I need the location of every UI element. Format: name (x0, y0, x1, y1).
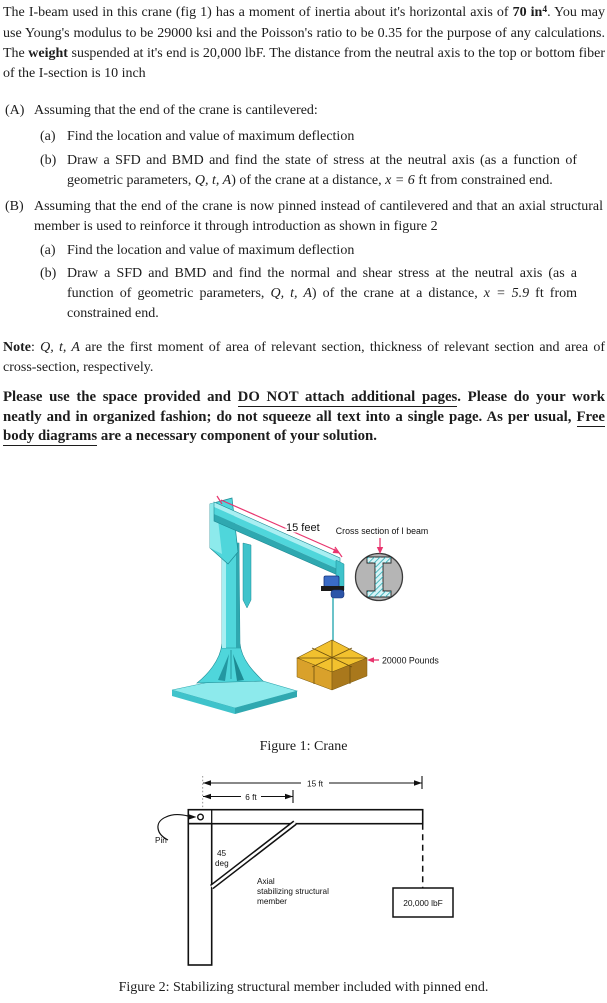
weight-word: weight (28, 46, 68, 61)
figure-1-caption: Figure 1: Crane (259, 739, 348, 754)
load-label: 20000 Pounds (382, 655, 439, 666)
cross-section-label: Cross section of I beam (335, 526, 429, 536)
math-x: x = 6 (385, 173, 415, 188)
vertical-column (188, 824, 211, 965)
section-b-item-a (40, 241, 577, 261)
math-qta: Q, t, A (194, 173, 232, 188)
intro-paragraph (3, 3, 605, 84)
inertia-value: 70 in (512, 5, 543, 20)
cross-section-callout (336, 526, 428, 554)
horizontal-beam (188, 810, 422, 824)
item-text-1: Draw a SFD and BMD and find the normal and shear stress at the neutral axis (as a function of geometric parameters, (67, 266, 577, 301)
figure-2-diagram (145, 772, 475, 972)
instructions-text-1: Please use the space provided and (3, 389, 238, 405)
pin-circle (198, 814, 204, 820)
section-b-heading-text: Assuming that the end of the crane is now pinned instead of cantilevered and that an axial structural member is used to reinforce it through introduction as shown in figure 2 (34, 199, 603, 234)
section-b-item-b (40, 264, 577, 324)
item-text: Find the location and value of maximum deflection (67, 129, 355, 144)
intro-text-2: . You may use Young's modulus to be 29000 ksi and the Poisson's ratio to be 0.35 for the purpose of any calculations. The (3, 5, 606, 61)
load-callout (367, 656, 439, 666)
math-qta: Q, t, A (270, 286, 312, 301)
instructions-text-3: are a necessary component of your solution. (97, 428, 377, 444)
math-x: x = 5.9 (483, 286, 530, 301)
member-label-line1: Axial (257, 877, 275, 886)
note-colon: : (31, 340, 41, 355)
intro-text-1: The I-beam used in this crane (fig 1) has a moment of inertia about it's horizontal axis of (3, 5, 513, 20)
math-qta: Q, t, A (40, 340, 80, 355)
item-label: (a) (40, 243, 56, 258)
inertia-exponent: 4 (542, 4, 548, 15)
item-text-2: ) of the crane at a distance, (311, 286, 484, 301)
free-body-diagrams-underlined: Free body diagrams (3, 408, 605, 444)
load-box (297, 640, 367, 690)
section-a-item-a (40, 127, 577, 147)
cross-section-circle (356, 554, 403, 601)
item-text-1: Draw a SFD and BMD and find the state of stress at the neutral axis (as a function of geometric parameters, (67, 153, 577, 188)
figure-1-crane-illustration (160, 488, 440, 720)
dim-15ft-label: 15 ft (307, 779, 323, 789)
boom-dim-label: 15 feet (286, 522, 320, 534)
item-label: (a) (40, 129, 56, 144)
dim-6ft-label: 6 ft (245, 793, 257, 802)
angle-label-line1: 45 (217, 849, 227, 858)
load-box-label: 20,000 lbF (403, 898, 443, 908)
figure-2-caption: Figure 2: Stabilizing structural member included with pinned end. (118, 980, 489, 995)
note-text: are the first moment of area of relevant section, thickness of relevant section and area of cross-section, respectively. (3, 340, 605, 375)
item-text-3: ft from constrained end. (414, 173, 553, 188)
note-label: Note (3, 340, 31, 355)
do-not-attach-underlined: DO NOT attach additional pages (237, 389, 458, 405)
member-label-line2: stabilizing structural (257, 887, 329, 896)
instructions-paragraph (3, 388, 605, 447)
note-paragraph (3, 338, 605, 378)
member-label-line3: member (257, 897, 288, 906)
item-text: Find the location and value of maximum deflection (67, 243, 355, 258)
section-a-item-b (40, 151, 577, 191)
intro-text-3: suspended at it's end is 20,000 lbF. The distance from the neutral axis to the top or bottom fiber of the I-section is 10 inch (3, 46, 606, 81)
section-b-heading (5, 197, 603, 237)
section-a-label: (A) (5, 103, 25, 118)
section-a-heading-text: Assuming that the end of the crane is cantilevered: (34, 103, 318, 118)
angle-label-line2: deg (215, 859, 229, 868)
item-label: (b) (40, 266, 57, 281)
pin-label: Pin (155, 836, 167, 845)
instructions-text-2: . Please do your work neatly and in organized fashion; do not squeeze all text into a single page. As per usual, (3, 389, 605, 425)
section-b-label: (B) (5, 199, 24, 214)
section-a-heading (5, 101, 603, 121)
item-text-3: ft from constrained end. (67, 286, 577, 321)
item-text-2: ) of the crane at a distance, (231, 173, 386, 188)
crane-pedestal-flare (197, 644, 263, 683)
item-label: (b) (40, 153, 57, 168)
